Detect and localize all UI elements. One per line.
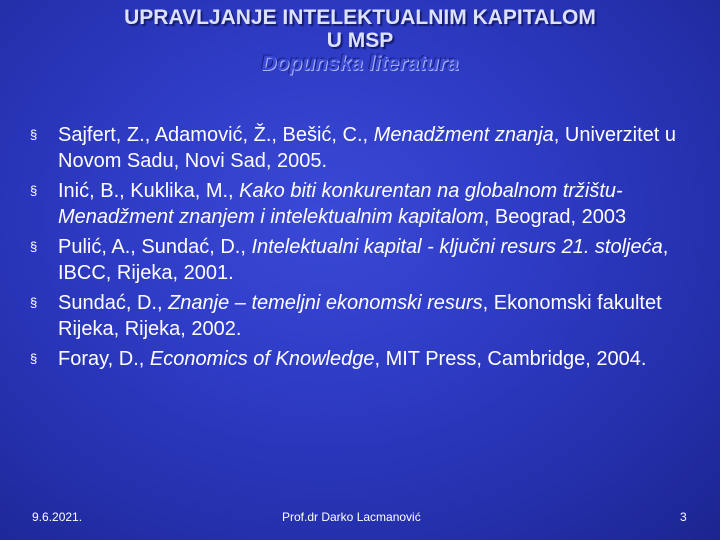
reference-work: Intelektualni kapital - ključni resurs 21. stoljeća bbox=[251, 236, 663, 258]
reference-rest: , Ekonomski fakultet Rijeka, Rijeka, 2002. bbox=[58, 292, 662, 340]
reference-work: Kako biti konkurentan na globalnom tržištu-Menadžment znanjem i intelektualnim kapitalom bbox=[58, 180, 623, 228]
reference-authors: Sundać, D., bbox=[58, 292, 169, 314]
list-item bbox=[30, 346, 700, 372]
list-item bbox=[30, 290, 700, 342]
footer-author: Prof.dr Darko Lacmanović bbox=[282, 510, 421, 524]
list-item bbox=[30, 122, 700, 174]
reference-authors: Pulić, A., Sundać, D., bbox=[58, 236, 252, 258]
reference-authors: Foray, D., bbox=[58, 348, 150, 370]
reference-rest: , Univerzitet u Novom Sadu, Novi Sad, 2005. bbox=[58, 124, 677, 172]
reference-authors: Inić, B., Kuklika, M., bbox=[58, 180, 240, 202]
reference-work: Menadžment znanja bbox=[373, 124, 554, 146]
title-line-1: UPRAVLJANJE INTELEKTUALNIM KAPITALOM bbox=[124, 6, 596, 29]
square-bullet-icon: § bbox=[30, 127, 38, 142]
square-bullet-icon: § bbox=[30, 183, 38, 198]
title-line-2: U MSP bbox=[326, 29, 394, 52]
reference-rest: , Beograd, 2003 bbox=[483, 206, 627, 228]
reference-authors: Sajfert, Z., Adamović, Ž., Bešić, C., bbox=[58, 124, 374, 146]
slide-subtitle: Dopunska literatura bbox=[261, 52, 459, 75]
list-item bbox=[30, 234, 700, 286]
page-number: 3 bbox=[680, 510, 687, 524]
footer-date: 9.6.2021. bbox=[32, 510, 83, 524]
square-bullet-icon: § bbox=[30, 295, 38, 310]
reference-rest: , MIT Press, Cambridge, 2004. bbox=[374, 348, 647, 370]
reference-list bbox=[30, 122, 700, 376]
list-item bbox=[30, 178, 700, 230]
reference-work: Znanje – temeljni ekonomski resurs bbox=[168, 292, 483, 314]
square-bullet-icon: § bbox=[30, 239, 38, 254]
reference-work: Economics of Knowledge bbox=[149, 348, 375, 370]
reference-rest: , IBCC, Rijeka, 2001. bbox=[58, 236, 669, 284]
square-bullet-icon: § bbox=[30, 351, 38, 366]
slide-title bbox=[20, 6, 700, 75]
